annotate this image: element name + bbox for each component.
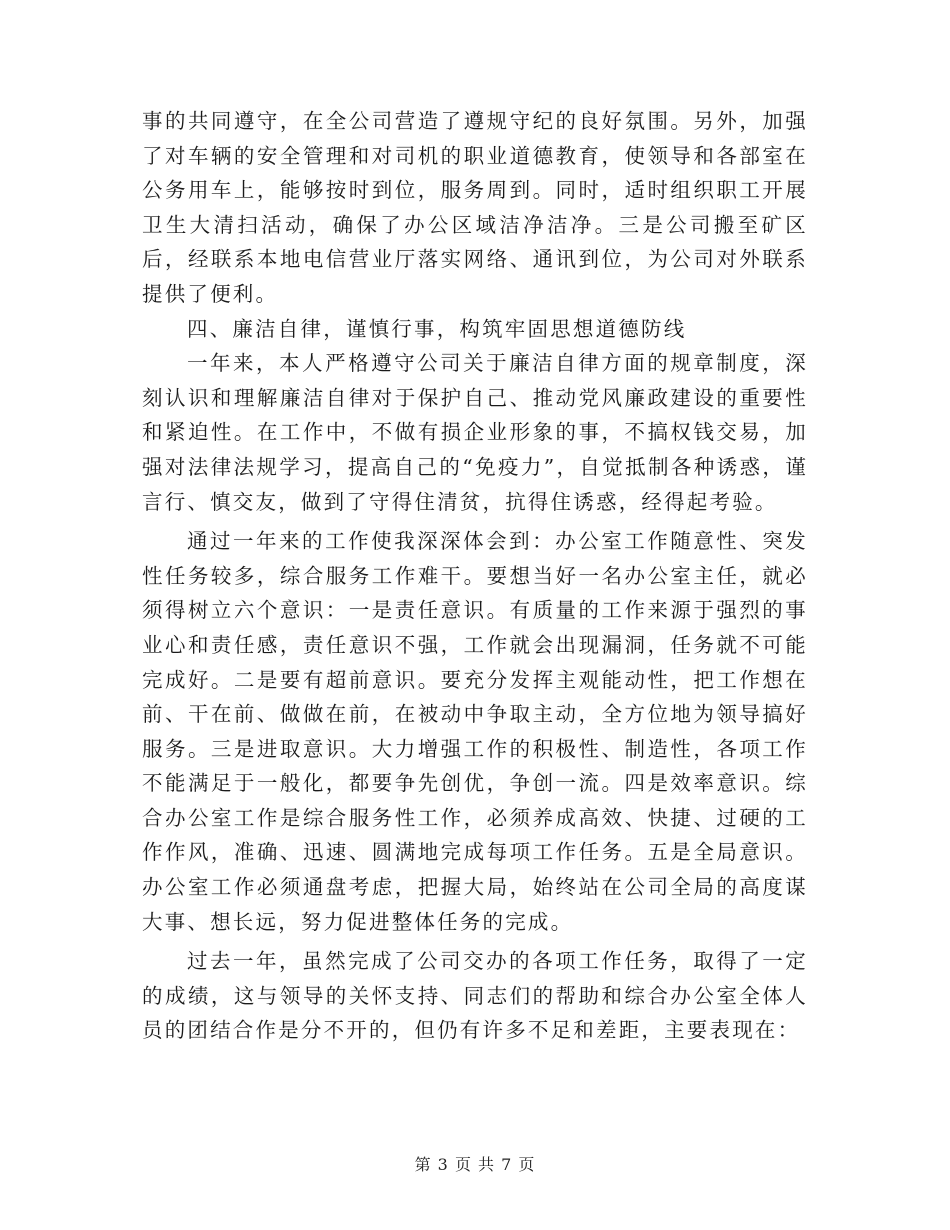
paragraph-continued: 事的共同遵守，在全公司营造了遵规守纪的良好氛围。另外，加强了对车辆的安全管理和对司机的职业道德教育，使领导和各部室在公务用车上，能够按时到位，服务周到。同时，适时组织职工开展卫生大清扫活动，确保了办公区域洁净洁净。三是公司搬至矿区后，经联系本地电信营业厅落实网络、通讯到位，为公司对外联系提供了便利。	[142, 109, 808, 306]
document-body	[142, 104, 808, 1048]
page-footer: 第 3 页 共 7 页	[414, 1155, 536, 1174]
paragraph-six-awareness: 通过一年来的工作使我深深体会到：办公室工作随意性、突发性任务较多，综合服务工作难干。要想当好一名办公室主任，就必须得树立六个意识：一是责任意识。有质量的工作来源于强烈的事业心和责任感，责任意识不强，工作就会出现漏洞，任务就不可能完成好。二是要有超前意识。要充分发挥主观能动性，把工作想在前、干在前、做做在前，在被动中争取主动，全方位地为领导搞好服务。三是进取意识。大力增强工作的积极性、制造性，各项工作不能满足于一般化，都要争先创优，争创一流。四是效率意识。综合办公室工作是综合服务性工作，必须养成高效、快捷、过硬的工作作风，准确、迅速、圆满地完成每项工作任务。五是全局意识。办公室工作必须通盘考虑，把握大局，始终站在公司全局的高度谋大事、想长远，努力促进整体任务的完成。	[142, 529, 808, 934]
paragraph-integrity: 一年来，本人严格遵守公司关于廉洁自律方面的规章制度，深刻认识和理解廉洁自律对于保护自己、推动党风廉政建设的重要性和紧迫性。在工作中，不做有损企业形象的事，不搞权钱交易，加强对法律法规学习，提高自己的“免疫力”，自觉抵制各种诱惑，谨言行、慎交友，做到了守得住清贫，抗得住诱惑，经得起考验。	[142, 351, 808, 514]
paragraph-shortcomings: 过去一年，虽然完成了公司交办的各项工作任务，取得了一定的成绩，这与领导的关怀支持、同志们的帮助和综合办公室全体人员的团结合作是分不开的，但仍有许多不足和差距，主要表现在：	[142, 949, 808, 1043]
section-heading-4: 四、廉洁自律，谨慎行事，构筑牢固思想道德防线	[187, 316, 687, 341]
